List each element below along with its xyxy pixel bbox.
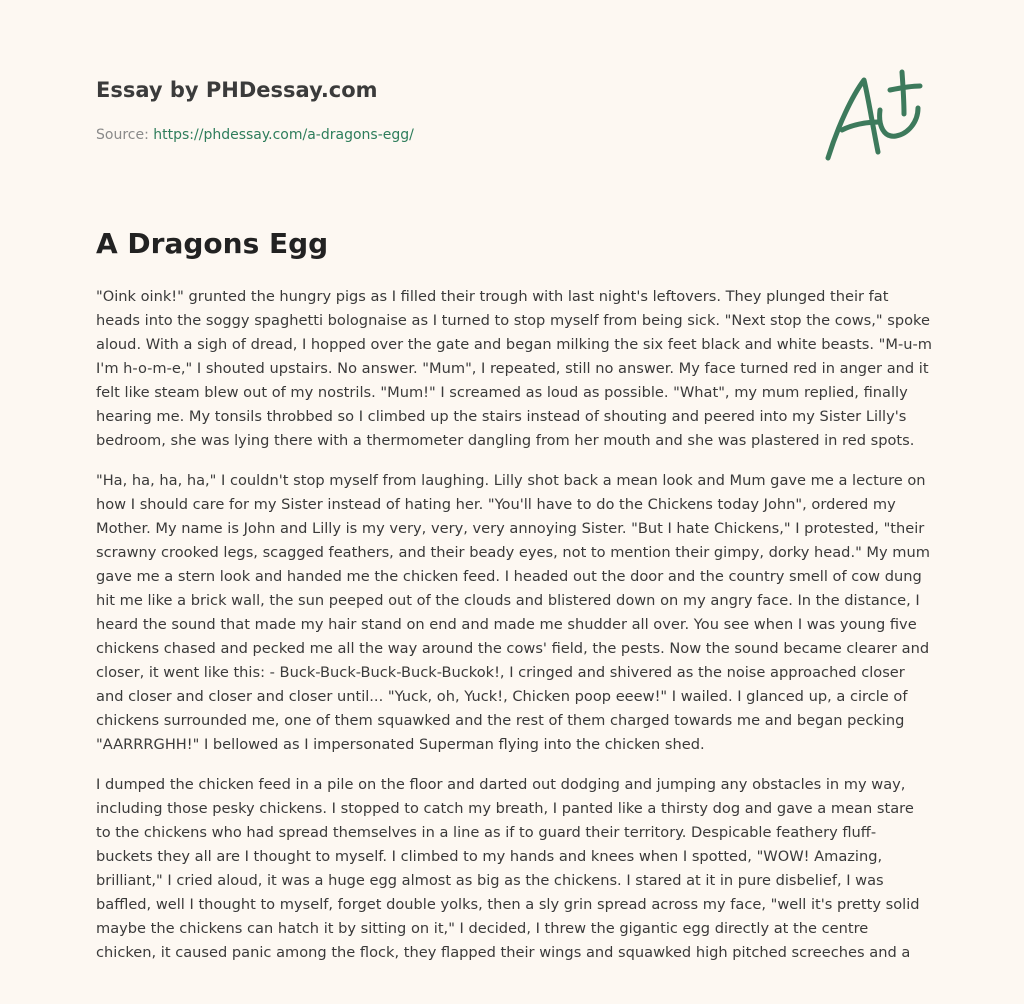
essay-paragraph: "Oink oink!" grunted the hungry pigs as I filled their trough with last night's leftovers. They plunged their fat heads into the soggy spaghetti bolognaise as I turned to stop myself from being sick. "Next stop the cows," spoke aloud. With a sigh of dread, I hopped over the gate and began milking the six feet black and white beasts. "M-u-m I'm h-o-m-e," I shouted upstairs. No answer. "Mum", I repeated, still no answer. My face turned red in anger and it felt like steam blew out of my nostrils. "Mum!" I screamed as loud as possible. "What", my mum replied, finally hearing me. My tonsils throbbed so I climbed up the stairs instead of shouting and peered into my Sister Lilly's bedroom, she was lying there with a thermometer dangling from her mouth and she was plastered in red spots.: [96, 288, 932, 449]
site-title: Essay by PHDessay.com: [96, 78, 378, 102]
essay-body: [96, 285, 932, 981]
a-plus-logo: [818, 66, 930, 166]
page-header: [96, 76, 696, 144]
essay-paragraph: "Ha, ha, ha, ha," I couldn't stop myself from laughing. Lilly shot back a mean look and Mum gave me a lecture on how I should care for my Sister instead of hating her. "You'll have to do the Chickens today John", ordered my Mother. My name is John and Lilly is my very, very, very annoying Sister. "But I hate Chickens," I protested, "their scrawny crooked legs, scagged feathers, and their beady eyes, not to mention their gimpy, dorky head." My mum gave me a stern look and handed me the chicken feed. I headed out the door and the country smell of cow dung hit me like a brick wall, the sun peeped out of the clouds and blistered down on my angry face. In the distance, I heard the sound that made my hair stand on end and made me shudder all over. You see when I was young five chickens chased and pecked me all the way around the cows' field, the pests. Now the sound became clearer and closer, it went like this: - Buck-Buck-Buck-Buck-Buckok!, I cringed and shivered as the noise approached closer and closer and closer and closer until... "Yuck, oh, Yuck!, Chicken poop eeew!" I wailed. I glanced up, a circle of chickens surrounded me, one of them squawked and the rest of them charged towards me and began pecking "AARRRGHH!" I bellowed as I impersonated Superman flying into the chicken shed.: [96, 472, 930, 753]
a-plus-logo-icon: [818, 66, 930, 166]
source-link[interactable]: https://phdessay.com/a-dragons-egg/: [153, 127, 414, 143]
essay-title: A Dragons Egg: [96, 227, 329, 260]
essay-paragraph: I dumped the chicken feed in a pile on the floor and darted out dodging and jumping any obstacles in my way, including those pesky chickens. I stopped to catch my breath, I panted like a thirsty dog and gave a mean stare to the chickens who had spread themselves in a line as if to guard their territory. Despicable feathery fluff-buckets they all are I thought to myself. I climbed to my hands and knees when I spotted, "WOW! Amazing, brilliant," I cried aloud, it was a huge egg almost as big as the chickens. I stared at it in pure disbelief, I was baffled, well I thought to myself, forget double yolks, then a sly grin spread across my face, "well it's pretty solid maybe the chickens can hatch it by sitting on it," I decided, I threw the gigantic egg directly at the centre chicken, it caused panic among the flock, they flapped their wings and squawked high pitched screeches and a: [96, 776, 920, 961]
source-line: [96, 126, 696, 144]
source-label: Source:: [96, 127, 149, 143]
